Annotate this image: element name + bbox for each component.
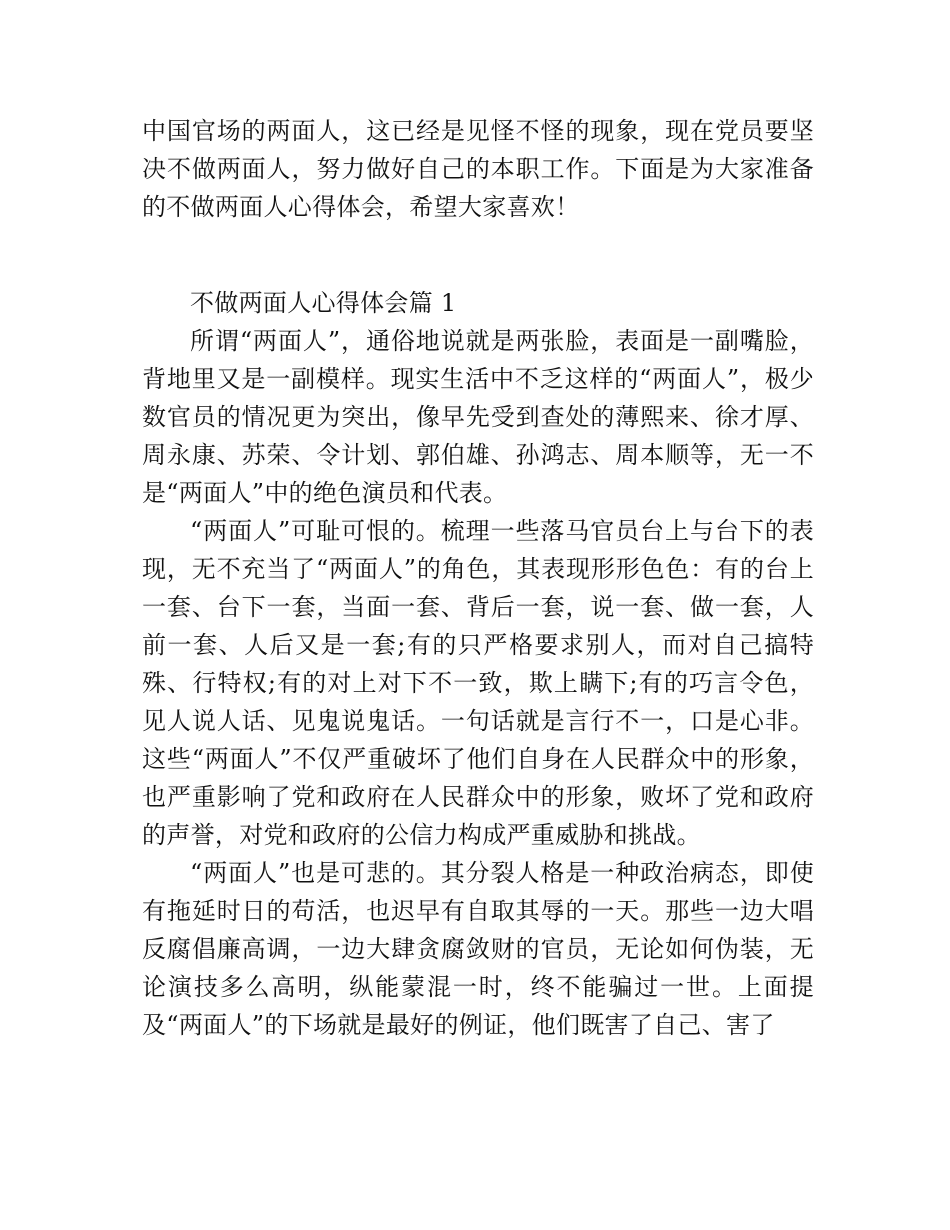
body-paragraph-2: “两面人”可耻可恨的。梳理一些落马官员台上与台下的表现，无不充当了“两面人”的角色，其表现形形色色：有的台上一套、台下一套，当面一套、背后一套，说一套、做一套，人前一套、人后又是一套;有的只严格要求别人，而对自己搞特殊、行特权;有的对上对下不一致，欺上瞒下;有的巧言令色，见人说人话、见鬼说鬼话。一句话就是言行不一，口是心非。这些“两面人”不仅严重破坏了他们自身在人民群众中的形象，也严重影响了党和政府在人民群众中的形象，败坏了党和政府的声誉，对党和政府的公信力构成严重威胁和挑战。 — [142, 517, 814, 849]
body-paragraph-3: “两面人”也是可悲的。其分裂人格是一种政治病态，即使有拖延时日的苟活，也迟早有自取其辱的一天。那些一边大唱反腐倡廉高调，一边大肆贪腐敛财的官员，无论如何伪装，无论演技多么高明，纵能蒙混一时，终不能骗过一世。上面提及“两面人”的下场就是最好的例证，他们既害了自己、害了 — [142, 859, 814, 1039]
document-body — [142, 112, 814, 1044]
intro-paragraph: 中国官场的两面人，这已经是见怪不怪的现象，现在党员要坚决不做两面人，努力做好自己的本职工作。下面是为大家准备的不做两面人心得体会，希望大家喜欢！ — [142, 117, 814, 221]
section-title: 不做两面人心得体会篇 1 — [190, 289, 457, 317]
body-paragraph-1: 所谓“两面人”，通俗地说就是两张脸，表面是一副嘴脸，背地里又是一副模样。现实生活中不乏这样的“两面人”，极少数官员的情况更为突出，像早先受到查处的薄熙来、徐才厚、周永康、苏荣、令计划、郭伯雄、孙鸿志、周本顺等，无一不是“两面人”中的绝色演员和代表。 — [142, 327, 814, 507]
